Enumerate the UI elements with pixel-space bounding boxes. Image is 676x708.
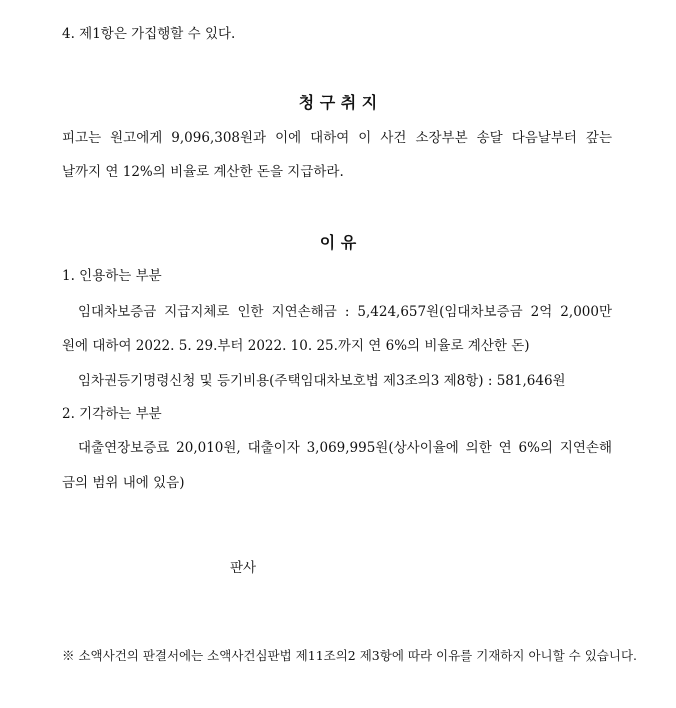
accepted-line-1: 임대차보증금 지급지체로 인한 지연손해금 : 5,424,657원(임대차보증금 2억 2,000만	[78, 304, 612, 320]
claim-heading: 청 구 취 지	[298, 93, 378, 112]
rejected-line-2: 금의 범위 내에 있음)	[62, 475, 185, 491]
rejected-line-1: 대출연장보증료 20,010원, 대출이자 3,069,995원(상사이율에 의한 연 6%의 지연손해	[78, 440, 612, 456]
judge-label: 판사	[230, 560, 257, 576]
reasons-heading: 이 유	[319, 233, 357, 252]
order-item-4: 4. 제1항은 가집행할 수 있다.	[62, 26, 236, 42]
claim-line-1: 피고는 원고에게 9,096,308원과 이에 대하여 이 사건 소장부본 송달 다음날부터 갚는	[62, 130, 612, 146]
accepted-line-3: 임차권등기명령신청 및 등기비용(주택임대차보호법 제3조의3 제8항) : 581,646원	[78, 373, 566, 389]
accepted-line-2: 원에 대하여 2022. 5. 29.부터 2022. 10. 25.까지 연 6%의 비율로 계산한 돈)	[62, 338, 530, 354]
section-rejected-title: 2. 기각하는 부분	[62, 406, 162, 422]
claim-line-2: 날까지 연 12%의 비율로 계산한 돈을 지급하라.	[62, 164, 344, 180]
section-accepted-title: 1. 인용하는 부분	[62, 268, 162, 284]
footnote: ※ 소액사건의 판결서에는 소액사건심판법 제11조의2 제3항에 따라 이유를 기재하지 아니할 수 있습니다.	[62, 648, 637, 663]
